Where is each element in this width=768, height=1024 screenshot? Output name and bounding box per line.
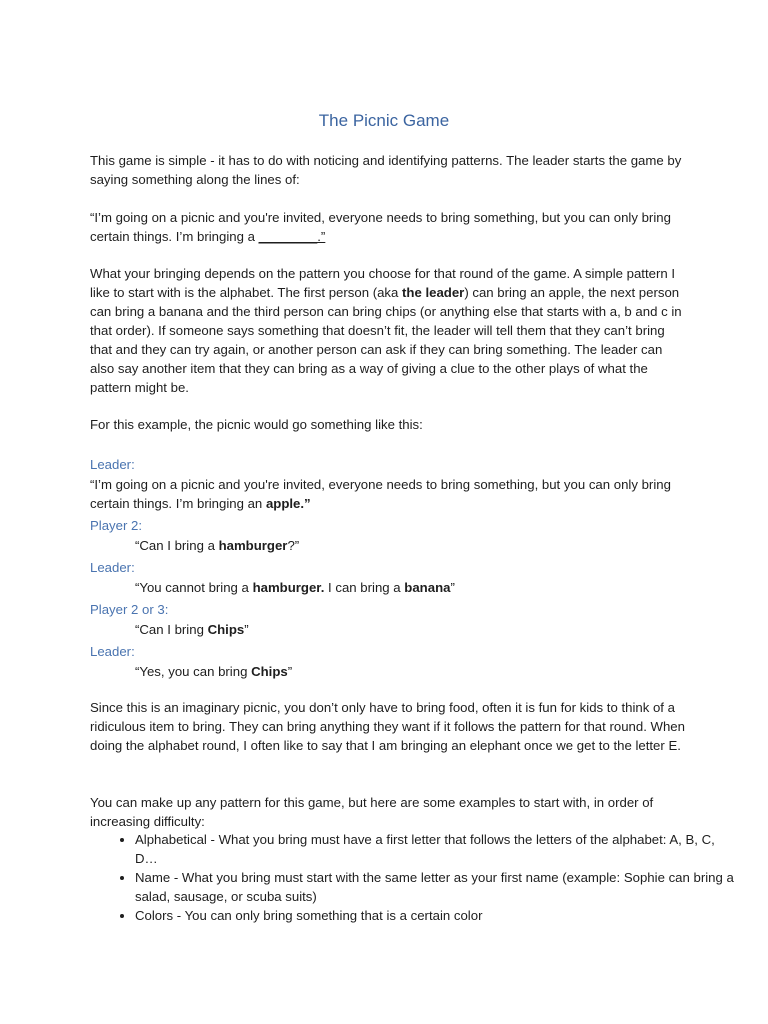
player-2-line bbox=[135, 536, 735, 555]
leader-line-3 bbox=[135, 662, 735, 681]
rules-text-c: ) can bring an apple, the next person can bring a banana and the third person can bring chips (or anything else that starts with a, b and c in that order). If someone says something that doesn’t fit, the leader will tell them that they can’t bring that and they can try again, or another person can ask if they can bring something. The leader can also say another item that they can bring as a way of giving a clue to the other plays of what the pattern might be. bbox=[90, 285, 682, 395]
leader-line-2-end: ” bbox=[450, 580, 455, 595]
leader-line-3-item: Chips bbox=[251, 664, 288, 679]
document-title: The Picnic Game bbox=[318, 111, 450, 130]
rules-paragraph bbox=[90, 264, 690, 397]
player-3-line-text: “Can I bring bbox=[135, 622, 208, 637]
leader-line-1-item: apple.” bbox=[265, 496, 311, 511]
opening-quote-blank: ________.” bbox=[258, 229, 326, 244]
leader-line-2 bbox=[135, 578, 735, 597]
player-2-line-end: ?” bbox=[287, 538, 300, 553]
speaker-leader-2: Leader: bbox=[90, 560, 135, 575]
speaker-leader-3: Leader: bbox=[90, 644, 135, 659]
patterns-intro: You can make up any pattern for this game, but here are some examples to start with, in order of increasing difficulty: bbox=[90, 795, 654, 829]
leader-line-3-text: “Yes, you can bring bbox=[135, 664, 252, 679]
example-intro: For this example, the picnic would go something like this: bbox=[90, 417, 423, 432]
rules-text-a: What your bringing depends on the pattern you choose for that round of the game. A simple pattern I like to start with is the alphabet. The first person (aka bbox=[90, 266, 676, 300]
leader-line-1-text: “I’m going on a picnic and you're invited, everyone needs to bring something, but you can only bring certain things. I’m bringing an bbox=[90, 477, 671, 511]
pattern-list bbox=[90, 830, 735, 925]
speaker-player-2-or-3: Player 2 or 3: bbox=[90, 602, 169, 617]
leader-line-1 bbox=[90, 475, 690, 513]
rules-leader-term: the leader bbox=[402, 285, 465, 300]
player-2-line-text: “Can I bring a bbox=[135, 538, 219, 553]
list-item: • Name - What you bring must start with the same letter as your first name (example: Sophie can bring a salad, sausage, or scuba suits) bbox=[135, 868, 735, 906]
player-2-line-item: hamburger bbox=[218, 538, 288, 553]
speaker-player-2: Player 2: bbox=[90, 518, 143, 533]
leader-line-3-end: ” bbox=[287, 664, 293, 679]
player-3-line-item: Chips bbox=[207, 622, 245, 637]
leader-line-2-text: “You cannot bring a bbox=[135, 580, 253, 595]
list-item: • Colors - You can only bring something that is a certain color bbox=[135, 906, 735, 925]
opening-quote-text: “I’m going on a picnic and you're invited, everyone needs to bring something, but you can only bring certain things. I’m bringing a bbox=[90, 210, 671, 244]
player-3-line bbox=[135, 620, 735, 639]
leader-line-2-item1: hamburger. bbox=[252, 580, 325, 595]
intro-paragraph: This game is simple - it has to do with noticing and identifying patterns. The leader starts the game by saying something along the lines of: bbox=[90, 153, 682, 187]
speaker-leader-1: Leader: bbox=[90, 457, 135, 472]
imaginary-paragraph: Since this is an imaginary picnic, you don’t only have to bring food, often it is fun for kids to think of a ridiculous item to bring. They can bring anything they want if it follows the pattern for that round. When doing the alphabet round, I often like to say that I am bringing an elephant once we get to the letter E. bbox=[90, 700, 685, 753]
player-3-line-end: ” bbox=[244, 622, 249, 637]
list-item: • Alphabetical - What you bring must have a first letter that follows the letters of the alphabet: A, B, C, D… bbox=[135, 830, 735, 868]
leader-line-2-mid: I can bring a bbox=[324, 580, 405, 595]
leader-line-2-item2: banana bbox=[404, 580, 451, 595]
opening-quote bbox=[90, 208, 690, 246]
